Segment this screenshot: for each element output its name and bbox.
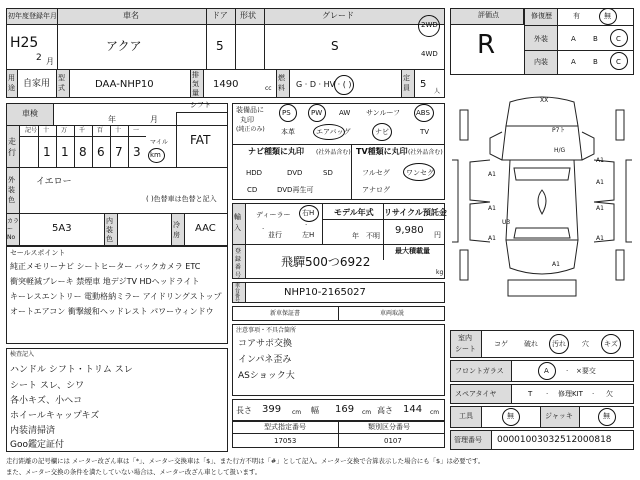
handle-left: 左H — [302, 231, 315, 239]
rating-label: 評価点 — [478, 11, 499, 19]
equip-sunroof: サンルーフ — [366, 109, 401, 117]
inspector-label: 検査記入 — [10, 351, 35, 358]
spare-opt-kit: 修理KIT — [558, 390, 583, 398]
inspection-month-unit: 月 — [150, 115, 158, 124]
color-value: イエロー — [36, 177, 72, 187]
car-name-label: 車名 — [123, 11, 139, 20]
max-load-unit: kg — [436, 269, 444, 276]
mgmt-value: 000010030325120008​18 — [497, 435, 612, 445]
damage-code-4: A1 — [596, 157, 604, 164]
model-value: DAA-NHP10 — [95, 79, 154, 90]
equipment-title-2: 丸印 — [240, 116, 254, 124]
front-glass-opt-replace: ×要交 — [576, 367, 596, 375]
use-label: 用途 — [8, 74, 15, 92]
capacity-value: 5 — [420, 79, 427, 90]
type-no-value: 17053 — [274, 437, 297, 445]
damage-code-5: A1 — [488, 171, 496, 178]
shift-value: FAT — [190, 133, 211, 147]
selling-point-line-3: キーレスエントリー 電動格納ミラー アイドリングストップ — [10, 292, 222, 301]
length-label: 長さ — [236, 406, 252, 415]
tv-fullseg: フルセグ — [362, 169, 390, 177]
front-glass-opt-dot: · — [566, 367, 569, 375]
mgmt-label: 管理番号 — [454, 436, 482, 444]
color-note: ( )色替車は色替と記入 — [146, 195, 217, 203]
spare-tire-label: スペアタイヤ — [455, 390, 497, 398]
capacity-unit: 人 — [434, 88, 441, 95]
equip-airbag: エアバッグ — [316, 128, 351, 136]
capacity-label: 定員 — [403, 74, 410, 92]
length-value: 399 — [262, 404, 282, 415]
exterior-opt-c: C — [616, 35, 621, 43]
mileage-unit-mile: マイル — [150, 139, 168, 146]
seat-opt-stain: 汚れ — [552, 340, 566, 348]
height-unit: cm — [430, 409, 440, 416]
spare-opt-dot-1: · — [546, 390, 549, 398]
selling-point-line-4: オートエアコン 衝撃緩和ヘッドレスト パワーウィンドウ — [10, 307, 214, 316]
navi-dvd: DVD — [287, 169, 303, 177]
class-no-label: 類別区分番号 — [368, 423, 410, 431]
damage-code-9: A1 — [596, 205, 604, 212]
damage-code-1: XX — [540, 97, 549, 104]
interior-opt-b: B — [593, 58, 598, 66]
tools-value: 無 — [507, 412, 514, 420]
inspector-line-2: シート スレ、シワ — [10, 381, 85, 391]
import-dot-2: · — [305, 221, 308, 229]
model-year-unknown: 不明 — [366, 232, 380, 240]
type-no-label: 型式指定番号 — [264, 423, 306, 431]
repair-label: 修復歴 — [531, 12, 552, 20]
spare-opt-dot-2: · — [592, 390, 595, 398]
interior-color-label: 内装色 — [106, 217, 113, 243]
drive-2wd: 2WD — [421, 21, 438, 29]
mileage-digit-header: 十 — [43, 127, 50, 134]
height-label: 高さ — [377, 406, 393, 415]
jack-value: 無 — [603, 412, 610, 420]
equip-tv: TV — [420, 128, 430, 136]
color-no-value: 5A3 — [52, 223, 72, 234]
drive-4wd: 4WD — [421, 50, 438, 58]
chassis-label: 車台番号 — [235, 283, 241, 304]
first-reg-label: 初年度登録年月 — [8, 12, 57, 20]
chassis-value: NHP10-2165027 — [284, 287, 366, 298]
tv-oneseg: ワンセグ — [406, 169, 434, 177]
seat-label-2: シート — [455, 345, 476, 353]
interior-opt-a: A — [571, 58, 576, 66]
shape-label: 形状 — [240, 11, 256, 20]
ac-label: 冷房 — [173, 221, 180, 239]
seat-label-1: 室内 — [458, 334, 472, 342]
width-value: 169 — [335, 404, 355, 415]
shift-label: シフト — [190, 101, 211, 109]
selling-point-line-1: 純正メモリーナビ シートヒーター バックカメラ ETC — [10, 262, 201, 271]
inspector-line-3: 各小キズ、小ヘコ — [10, 396, 83, 406]
door-label: ドア — [212, 11, 228, 20]
tv-sub: (社外品含む) — [408, 149, 443, 156]
fuel-options: G · D · HV · ( ) — [296, 80, 352, 89]
footer-line-2: また、メーター交換の条件を満たしていない場合は、メーター改ざん車として扱います。 — [6, 468, 262, 476]
import-dot-1: · — [262, 225, 265, 233]
mileage-digit-header: 十 — [115, 127, 122, 134]
navi-sub: (社外品含む) — [316, 149, 351, 156]
seat-opt-tear: 破れ — [524, 340, 538, 348]
import-label: 輸入 — [234, 213, 241, 232]
damage-code-10: A1 — [488, 235, 496, 242]
mileage-label: 走行 — [8, 137, 16, 157]
tools-label: 工具 — [459, 412, 473, 420]
fuel-label: 燃料 — [278, 74, 285, 92]
mileage-digit: 8 — [79, 145, 87, 159]
fuel-hv-circle — [334, 75, 354, 95]
navi-title: ナビ種類に丸印 — [248, 147, 304, 156]
model-year-unit: 年 — [352, 232, 359, 240]
displacement-value: 1490 — [213, 79, 239, 90]
selling-point-line-2: 衝突軽減ブレーキ 禁煙車 地デジTV HDヘッドライト — [10, 277, 200, 286]
car-damage-diagram — [450, 90, 634, 320]
equip-leather: 本革 — [281, 128, 295, 136]
mileage-digit-header: 記号 — [25, 127, 38, 134]
mileage-digit: 3 — [133, 145, 141, 159]
mileage-digit-header: 千 — [79, 127, 86, 134]
tv-analog: アナログ — [362, 186, 390, 194]
seat-opt-burn: コゲ — [494, 340, 508, 348]
mileage-unit-km: km — [150, 151, 161, 159]
width-unit: cm — [362, 409, 372, 416]
rating-value: R — [477, 30, 496, 60]
import-parallel: 並行 — [268, 231, 282, 239]
color-no-label: カラーNo — [7, 218, 20, 241]
notes-label: 注意事項・不具合箇所 — [236, 327, 297, 334]
navi-dvd-play: DVD再生可 — [277, 186, 314, 194]
front-glass-opt-a: A — [544, 367, 549, 375]
selling-points-label: セールスポイント — [10, 249, 66, 257]
model-year-label: モデル年式 — [334, 208, 374, 217]
grade-value: S — [331, 39, 339, 53]
inspector-line-5: 内装清掃済 — [10, 426, 56, 436]
first-reg-month: 2 — [36, 53, 42, 63]
seat-opt-scratch: キズ — [604, 340, 618, 348]
damage-code-11: A1 — [596, 235, 604, 242]
first-reg-year: H25 — [10, 35, 39, 51]
exterior-label: 外装 — [534, 35, 548, 43]
displacement-label: 排気量 — [192, 71, 199, 97]
equip-pw: PW — [311, 109, 323, 117]
notes-line-2: インパネ歪み — [238, 355, 292, 365]
grade-label: グレード — [322, 11, 354, 20]
equip-ps: PS — [282, 109, 291, 117]
import-dealer: ディーラー — [256, 211, 291, 219]
recycle-value: 9,980 — [395, 225, 424, 236]
damage-code-2: P7ト — [552, 127, 566, 134]
mileage-digit-header: 百 — [97, 127, 104, 134]
use-value: 自家用 — [23, 79, 51, 89]
repair-opt-no: 無 — [604, 12, 611, 20]
recycle-label: リサイクル預託金 — [384, 208, 447, 217]
inspection-year-unit: 年 — [108, 115, 116, 124]
mileage-digit: 7 — [115, 145, 123, 159]
model-label: 型式 — [58, 74, 65, 92]
exterior-opt-b: B — [593, 35, 598, 43]
jack-label: ジャッキ — [545, 412, 573, 420]
equipment-title-3: (純正のみ) — [236, 126, 265, 133]
exterior-opt-a: A — [571, 35, 576, 43]
inspector-line-1: ハンドル シフト・トリム スレ — [10, 365, 133, 375]
notes-line-1: コアサポ交換 — [238, 339, 293, 349]
spare-opt-missing: 欠 — [606, 390, 613, 398]
damage-code-12: A1 — [552, 261, 560, 268]
class-no-value: 0107 — [384, 437, 402, 445]
spare-opt-t: T — [528, 390, 533, 398]
door-count: 5 — [216, 39, 224, 53]
notes-line-3: ASショック大 — [238, 371, 295, 381]
equip-navi: ナビ — [375, 128, 389, 136]
navi-hdd: HDD — [246, 169, 263, 177]
damage-code-3: H/G — [554, 147, 566, 154]
width-label: 幅 — [311, 406, 319, 415]
interior-opt-c: C — [616, 58, 621, 66]
inspection-label: 車検 — [22, 109, 38, 118]
navi-sd: SD — [323, 169, 333, 177]
equip-abs: ABS — [416, 109, 430, 117]
color-label: 外装色 — [8, 176, 15, 204]
length-unit: cm — [292, 409, 302, 416]
height-value: 144 — [403, 404, 423, 415]
mileage-digit: 1 — [61, 145, 69, 159]
navi-cd: CD — [247, 186, 258, 194]
handle-right: 右H — [302, 209, 315, 217]
new-car-warranty: 新車保証書 — [270, 310, 301, 317]
damage-code-7: U3 — [502, 219, 511, 226]
max-load-label: 最大積載量 — [395, 247, 430, 255]
footer-line-1: 走行距離の記号欄には メーター改ざん車は「*」、メーター交換車は「$」、また行方不明は「#」として記入。メーター交換で合算表示した場合にも「$」は必要です。 — [6, 457, 485, 465]
equip-aw: AW — [339, 109, 351, 117]
seat-opt-hole: 穴 — [582, 340, 589, 348]
displacement-unit: cc — [265, 85, 272, 92]
mileage-digit-header: 万 — [61, 127, 68, 134]
damage-code-6: A1 — [596, 179, 604, 186]
tv-title: TV種類に丸印 — [356, 147, 408, 156]
recycle-unit: 円 — [434, 231, 441, 239]
mileage-digit: 6 — [97, 145, 105, 159]
car-name: アクア — [106, 39, 142, 53]
damage-code-8: A1 — [488, 205, 496, 212]
interior-label: 内装 — [534, 58, 548, 66]
repair-opt-yes: 有 — [573, 12, 580, 20]
ac-value: AAC — [195, 223, 216, 234]
mileage-digit-header: 一 — [133, 127, 140, 134]
front-glass-label: フロントガラス — [455, 367, 504, 375]
registration-label: 登録番号 — [235, 248, 242, 279]
inspector-line-4: ホイールキャップキズ — [10, 411, 100, 421]
registration-value: 飛驒500つ6922 — [281, 255, 371, 269]
vehicle-manual: 車両取説 — [380, 310, 405, 317]
inspector-line-6: Goo鑑定証付 — [10, 440, 64, 450]
mileage-digit: 1 — [43, 145, 51, 159]
equipment-title-1: 装備品に — [236, 106, 264, 114]
first-reg-month-unit: 月 — [46, 57, 54, 66]
